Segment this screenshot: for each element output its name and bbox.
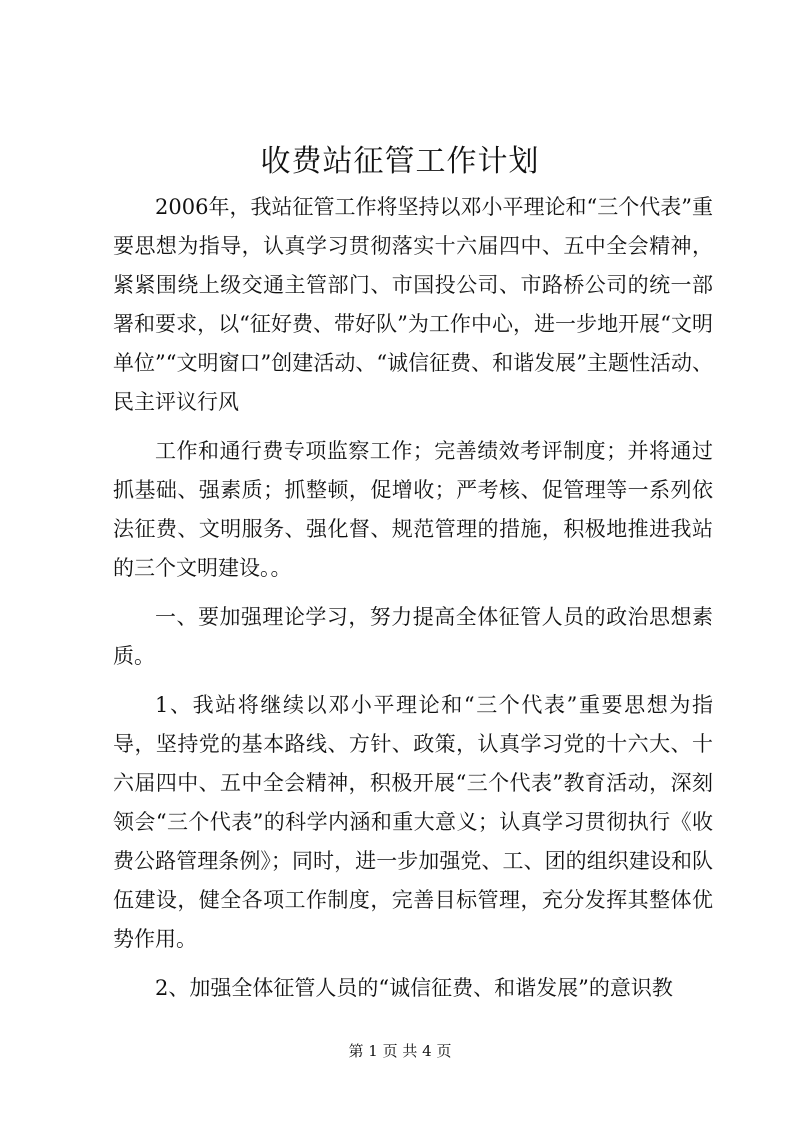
document-title: 收费站征管工作计划 — [260, 144, 540, 179]
section-heading-one: 一、要加强理论学习，努力提高全体征管人员的政治思想素质。 — [113, 605, 713, 668]
paragraph-intro: 2006年，我站征管工作将坚持以邓小平理论和“三个代表”重要思想为指导，认真学习贯彻落实十六届四中、五中全会精神，紧紧围绕上级交通主管部门、市国投公司、市路桥公司的统一部署和要求，以“征好费、带好队”为工作中心，进一步地开展“文明单位”“文明窗口”创建活动、“诚信征费、和谐发展”主题性活动、民主评议行风 — [113, 195, 713, 414]
page-number-footer: 第 1 页 共 4 页 — [348, 1042, 452, 1060]
document-body — [113, 188, 713, 1018]
paragraph-work-items: 工作和通行费专项监察工作；完善绩效考评制度；并将通过抓基础、强素质；抓整顿，促增收；严考核、促管理等一系列依法征费、文明服务、强化督、规范管理的措施，积极地推进我站的三个文明建设。。 — [113, 439, 713, 580]
paragraph-item-2: 2、加强全体征管人员的“诚信征费、和谐发展”的意识教 — [155, 976, 673, 1000]
paragraph-item-1: 1、我站将继续以邓小平理论和“三个代表”重要思想为指导，坚持党的基本路线、方针、政策，认真学习党的十六大、十六届四中、五中全会精神，积极开展“三个代表”教育活动，深刻领会“三个代表”的科学内涵和重大意义；认真学习贯彻执行《收费公路管理条例》；同时，进一步加强党、工、团的组织建设和队伍建设，健全各项工作制度，完善目标管理，充分发挥其整体优势作用。 — [113, 693, 713, 951]
